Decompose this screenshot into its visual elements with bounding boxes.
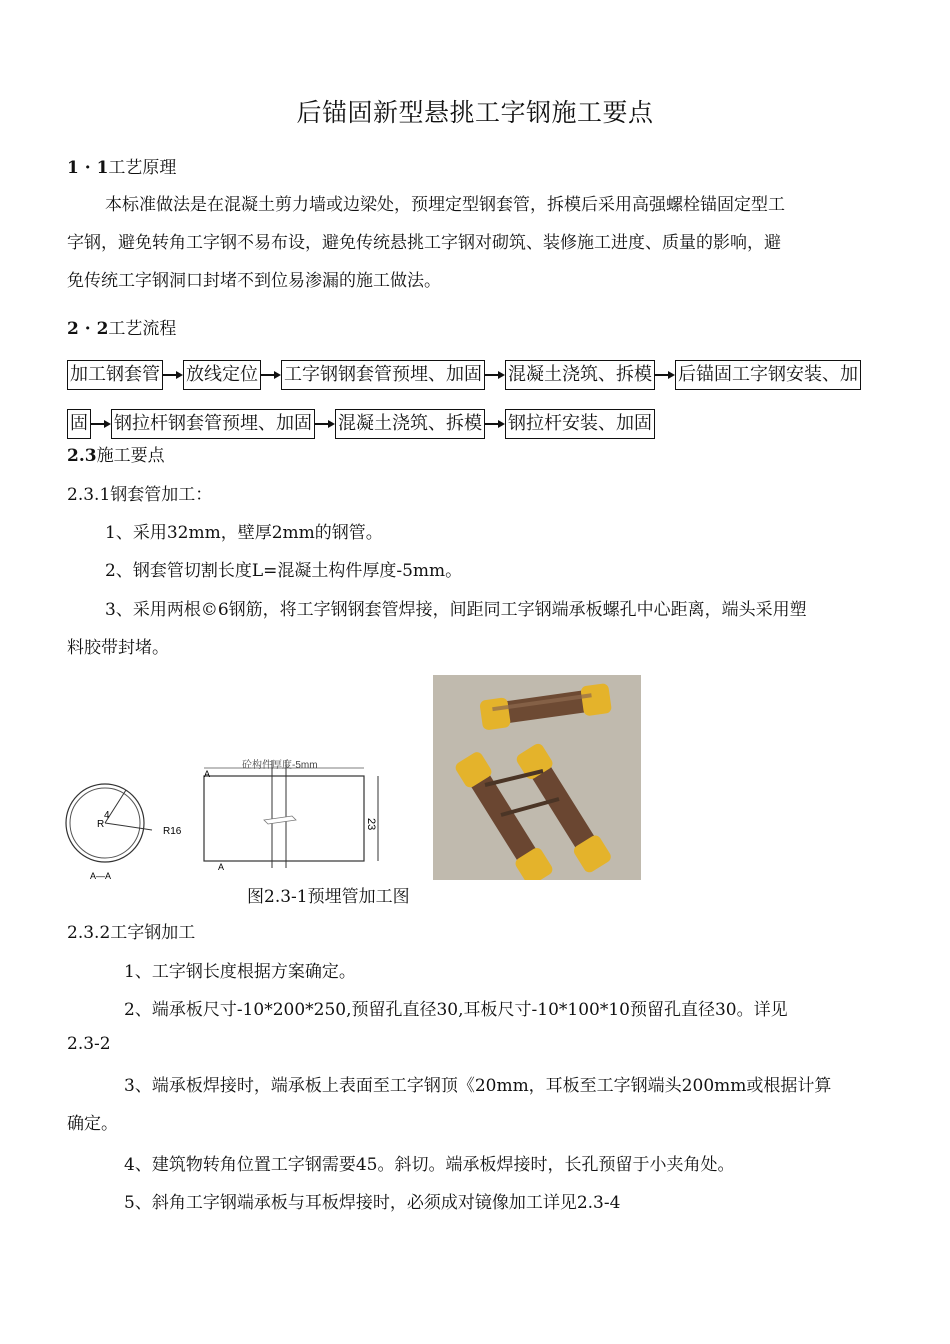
radius-value: 4 — [104, 810, 110, 821]
flow-step: 钢拉杆钢套管预埋、加固 — [111, 409, 315, 439]
section-label: A—A — [90, 871, 112, 881]
list-item: 1、工字钢长度根据方案确定。 — [124, 962, 356, 982]
flow-step: 混凝土浇筑、拆模 — [335, 409, 485, 439]
list-item-continuation: 料胶带封堵。 — [67, 638, 169, 658]
section-3-number: 2.3 — [67, 446, 97, 466]
list-item: 3、采用两根©6钢筋，将工字钢钢套管焊接，间距同工字钢端承板螺孔中心距离，端头采用塑 — [105, 600, 807, 620]
section-1-para-line-2: 字钢，避免转角工字钢不易布设，避免传统悬挑工字钢对砌筑、装修施工进度、质量的影响，避 — [67, 233, 781, 253]
flow-step: 钢拉杆安装、加固 — [505, 409, 655, 439]
arrow-right-icon — [91, 417, 111, 431]
flow-step: 工字钢钢套管预埋、加固 — [281, 360, 485, 390]
break-symbol — [264, 816, 296, 824]
list-item: 3、端承板焊接时，端承板上表面至工字钢顶《20mm，耳板至工字钢端头200mm或根据计算 — [124, 1076, 832, 1096]
section-2-heading — [67, 314, 176, 339]
list-item: 5、斜角工字钢端承板与耳板焊接时，必须成对镜像加工详见2.3-4 — [124, 1193, 621, 1213]
section-1-para-line-1: 本标准做法是在混凝土剪力墙或边梁处，预埋定型钢套管，拆模后采用高强螺栓锚固定型工 — [105, 195, 785, 215]
list-item: 4、建筑物转角位置工字钢需要45。斜切。端承板焊接时，长孔预留于小夹角处。 — [124, 1155, 735, 1175]
list-item: 1、采用32mm，壁厚2mm的钢管。 — [105, 523, 383, 543]
section-1-number: 1 · 1 — [67, 158, 109, 178]
arrow-right-icon — [655, 368, 675, 382]
list-item: 2、端承板尺寸-10*200*250,预留孔直径30,耳板尺寸-10*100*10预留孔直径30。详见 — [124, 1000, 788, 1020]
list-item: 2、钢套管切割长度L=混凝土构件厚度-5mm。 — [105, 561, 463, 581]
flow-step: 混凝土浇筑、拆模 — [505, 360, 655, 390]
arrow-right-icon — [485, 368, 505, 382]
section-3-label: 施工要点 — [96, 446, 165, 466]
arrow-right-icon — [163, 368, 183, 382]
height-label: 23 — [365, 818, 377, 831]
figure-caption: 图2.3-1预埋管加工图 — [247, 887, 410, 907]
section-1-label: 工艺原理 — [108, 158, 177, 178]
list-item-continuation: 2.3-2 — [67, 1034, 111, 1054]
dimension-label: 砼构件厚度-5mm — [242, 760, 318, 771]
flow-step: 固 — [67, 409, 91, 439]
list-item-continuation: 确定。 — [67, 1114, 118, 1134]
flow-row-2 — [67, 409, 655, 439]
section-2-number: 2 · 2 — [67, 319, 109, 339]
section-1-para-line-3: 免传统工字钢洞口封堵不到位易渗漏的施工做法。 — [67, 271, 441, 291]
section-marker: A — [204, 769, 211, 779]
page-title: 后锚固新型悬挑工字钢施工要点 — [296, 98, 654, 127]
section-marker: A — [218, 862, 225, 872]
section-1-heading — [67, 153, 176, 178]
arrow-right-icon — [315, 417, 335, 431]
flow-step: 放线定位 — [183, 360, 261, 390]
pipe-photo — [433, 675, 641, 880]
flow-step: 后锚固工字钢安装、加 — [675, 360, 861, 390]
arrow-right-icon — [485, 417, 505, 431]
flow-row-1 — [67, 360, 861, 390]
pipe-drawing — [60, 740, 440, 885]
subsection-2-3-2: 2.3.2工字钢加工 — [67, 923, 196, 943]
subsection-2-3-1: 2.3.1钢套管加工： — [67, 485, 213, 505]
section-3-heading — [67, 441, 165, 466]
section-2-label: 工艺流程 — [108, 319, 177, 339]
arrow-right-icon — [261, 368, 281, 382]
r16-label: R16 — [163, 826, 182, 837]
flow-step: 加工钢套管 — [67, 360, 163, 390]
radius-label: R — [97, 819, 105, 830]
radius-line — [105, 823, 152, 830]
